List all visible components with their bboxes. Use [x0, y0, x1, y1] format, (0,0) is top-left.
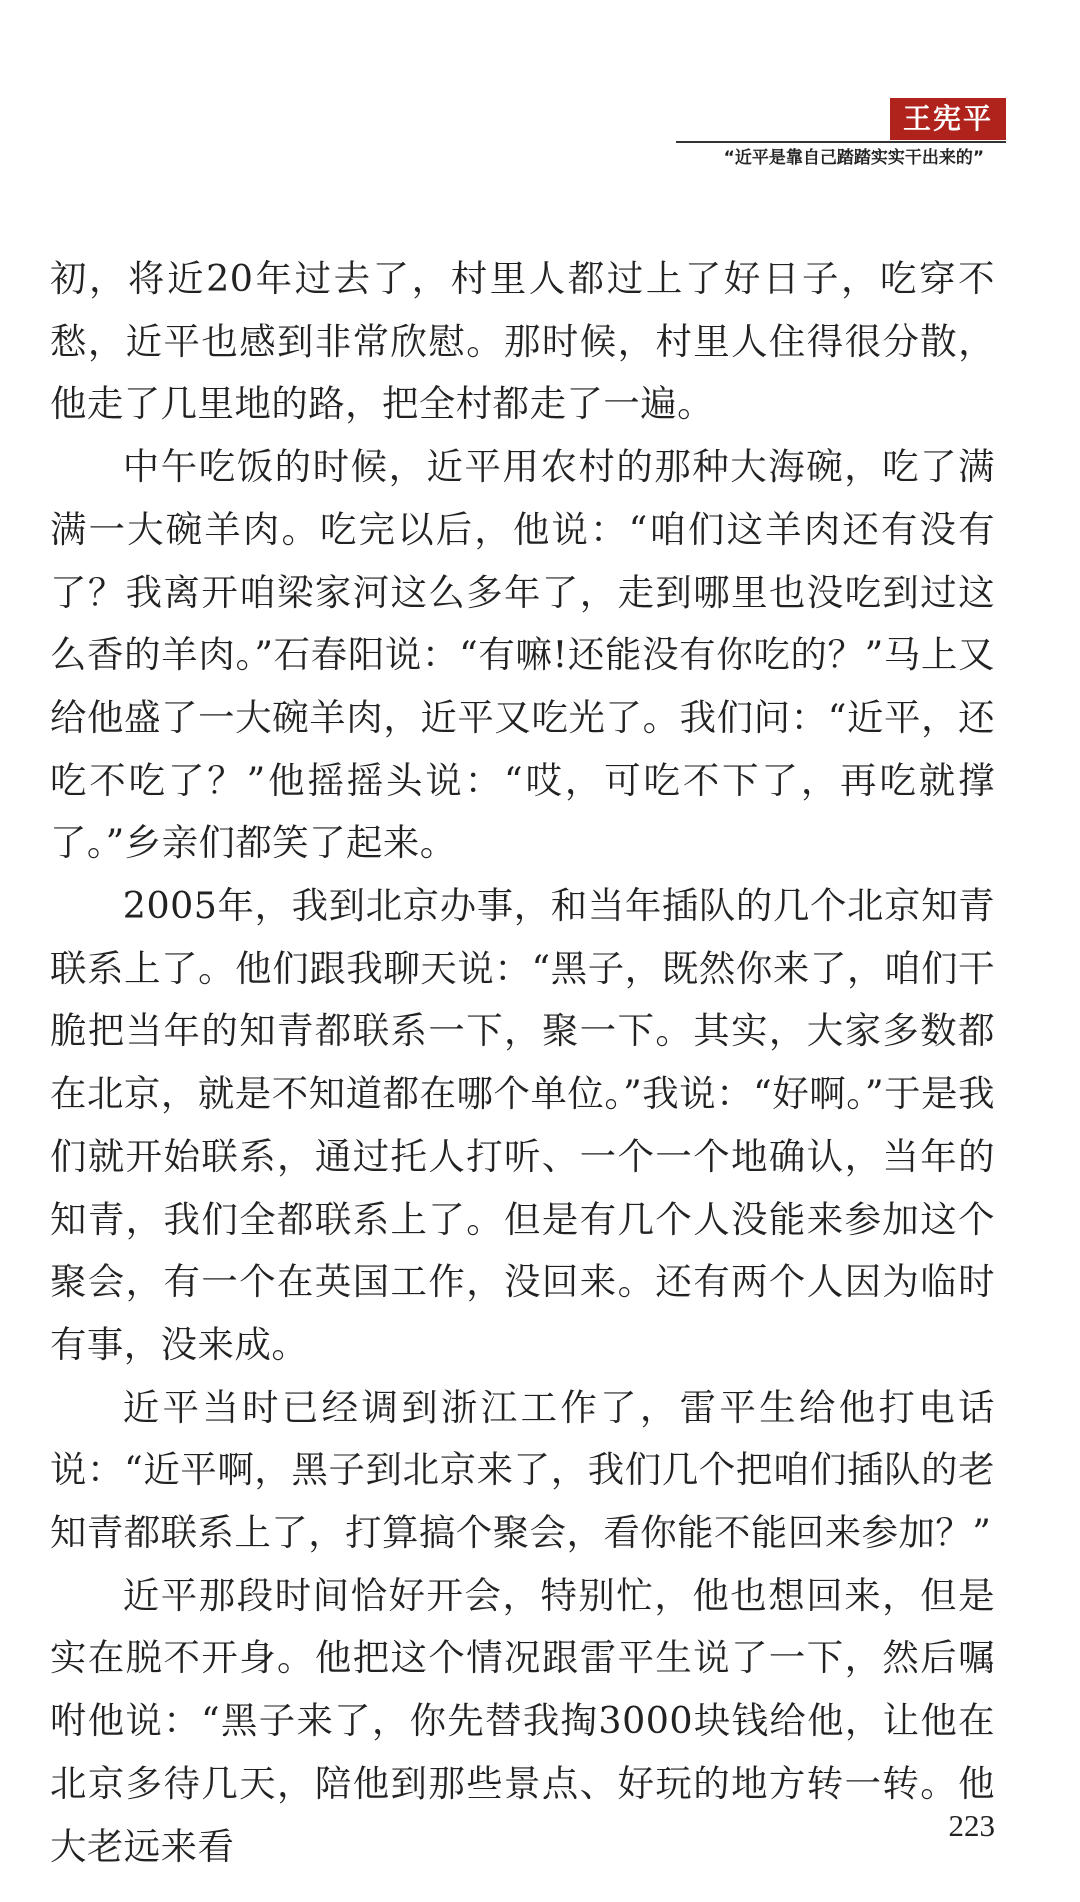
page-number: 223	[948, 1808, 995, 1843]
paragraph-continued: 初，将近20年过去了，村里人都过上了好日子，吃穿不愁，近平也感到非常欣慰。那时候，村里人住得很分散，他走了几里地的路，把全村都走了一遍。	[50, 257, 995, 426]
paragraph: 近平当时已经调到浙江工作了，雷平生给他打电话说：“近平啊，黑子到北京来了，我们几个把咱们插队的老知青都联系上了，打算搞个聚会，看你能不能回来参加？”	[50, 1385, 995, 1555]
chapter-author-badge: 王宪平	[890, 98, 1006, 140]
paragraph: 2005年，我到北京办事，和当年插队的几个北京知青联系上了。他们跟我聊天说：“黑子，既然你来了，咱们干脆把当年的知青都联系一下，聚一下。其实，大家多数都在北京，就是不知道都在哪个单位。”我说：“好啊。”于是我们就开始联系，通过托人打听、一个一个地确认，当年的知青，我们全都联系上了。但是有几个人没能来参加这个聚会，有一个在英国工作，没回来。还有两个人因为临时有事，没来成。	[50, 884, 995, 1366]
body-text	[50, 248, 995, 1878]
paragraph: 近平那段时间恰好开会，特别忙，他也想回来，但是实在脱不开身。他把这个情况跟雷平生说了一下，然后嘱咐他说：“黑子来了，你先替我掏3000块钱给他，让他在北京多待几天，陪他到那些景点、好玩的地方转一转。他大老远来看	[50, 1573, 995, 1868]
chapter-subtitle: “近平是靠自己踏踏实实干出来的”	[723, 148, 984, 168]
header-divider	[676, 141, 1006, 143]
paragraph: 中午吃饭的时候，近平用农村的那种大海碗，吃了满满一大碗羊肉。吃完以后，他说：“咱们这羊肉还有没有了？我离开咱梁家河这么多年了，走到哪里也没吃到过这么香的羊肉。”石春阳说：“有嘛!还能没有你吃的？”马上又给他盛了一大碗羊肉，近平又吃光了。我们问：“近平，还吃不吃了？”他摇摇头说：“哎，可吃不下了，再吃就撑了。”乡亲们都笑了起来。	[50, 445, 995, 865]
